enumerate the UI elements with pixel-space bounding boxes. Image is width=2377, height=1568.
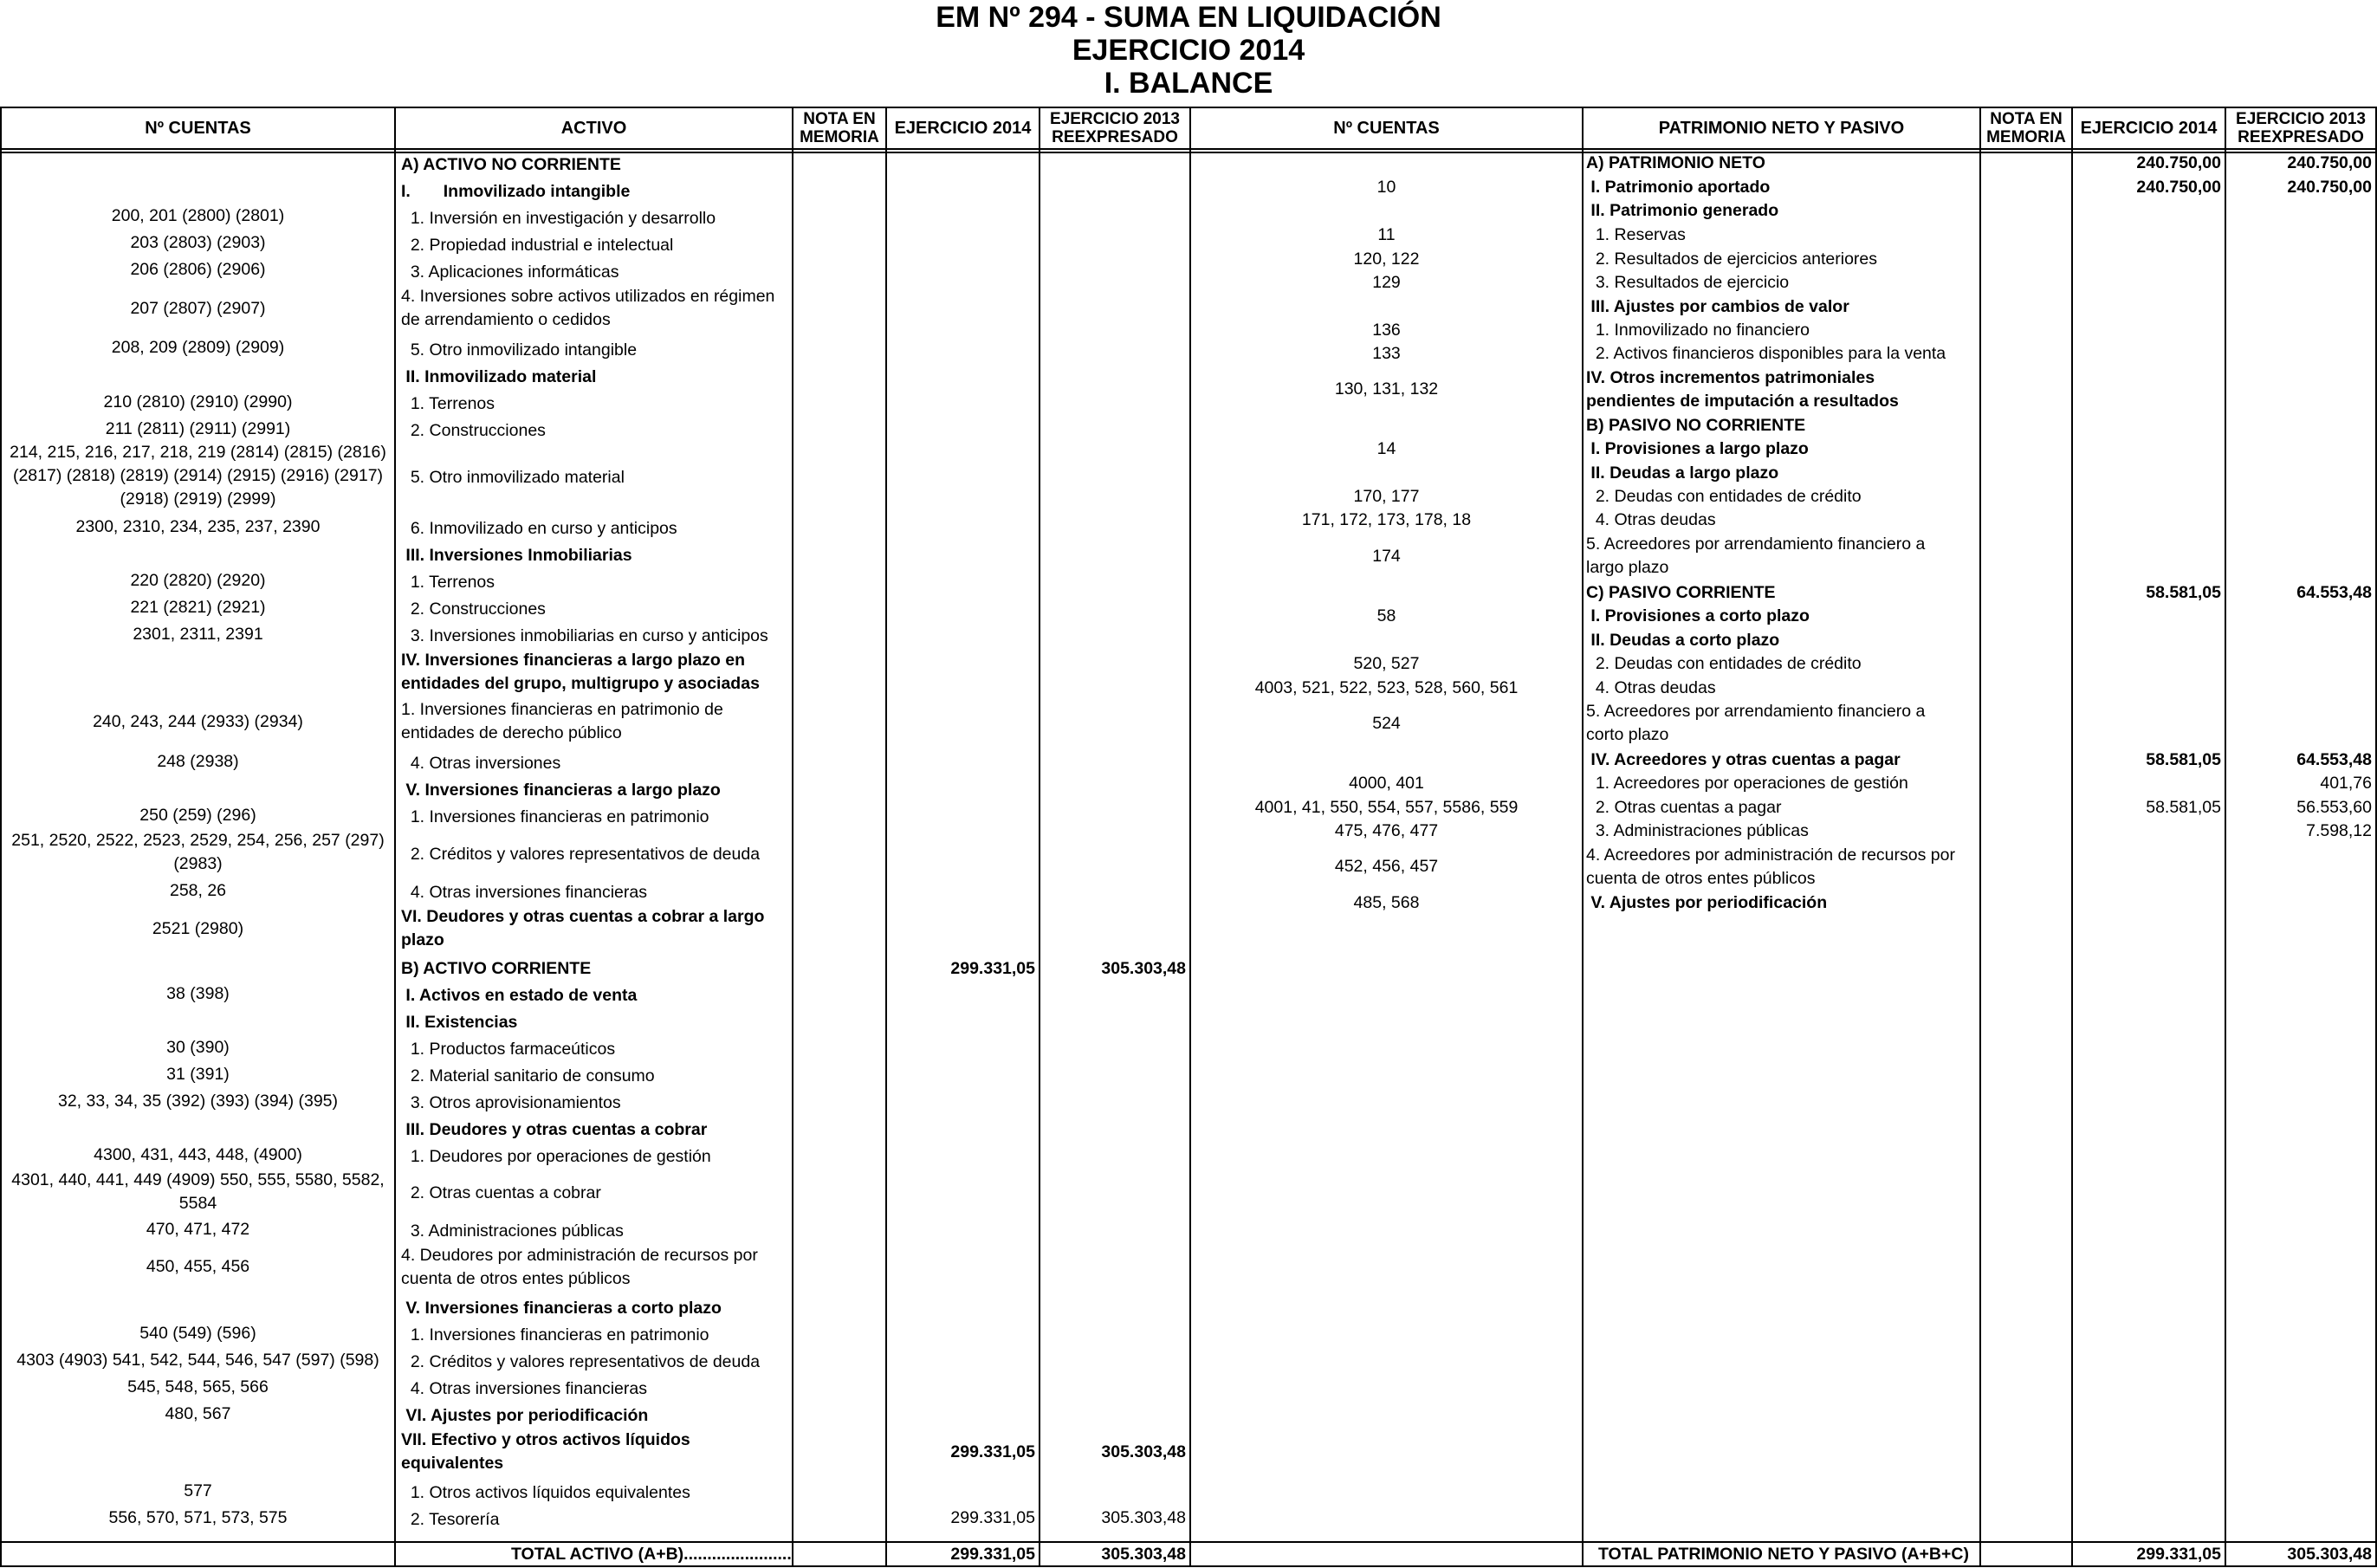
pasivo-label: 4. Otras deudas [1586,678,1716,697]
total-pasivo-ejercicio-2013: 305.303,48 [2287,1545,2372,1564]
pasivo-ejercicio-2013: 56.553,60 [2296,798,2372,817]
pasivo-ejercicio-2014: 58.581,05 [2146,750,2221,769]
pasivo-label: III. Ajustes por cambios de valor [1586,297,1849,316]
activo-label: 4. Inversiones sobre activos utilizados en régimen de arrendamiento o cedidos [401,287,775,329]
activo-cuentas: 4301, 440, 441, 449 (4909) 550, 555, 5580, 5582, 5584 [11,1170,385,1213]
activo-ejercicio-2013: 305.303,48 [1101,1508,1186,1527]
pasivo-cuentas: 485, 568 [1353,893,1420,912]
activo-cuentas: 577 [184,1481,212,1500]
pasivo-cuentas: 4000, 401 [1349,774,1424,793]
header-divider [0,148,2377,150]
activo-cuentas: 250 (259) (296) [139,806,256,825]
activo-label: 6. Inmovilizado en curso y anticipos [401,519,677,538]
activo-cuentas: 540 (549) (596) [139,1324,256,1343]
activo-label: III. Inversiones Inmobiliarias [401,546,632,565]
activo-cuentas: 32, 33, 34, 35 (392) (393) (394) (395) [57,1092,339,1111]
pasivo-label: I. Provisiones a corto plazo [1586,606,1810,625]
activo-ejercicio-2014: 299.331,05 [950,1508,1035,1527]
activo-label: III. Deudores y otras cuentas a cobrar [401,1120,708,1139]
pasivo-cuentas: 130, 131, 132 [1334,379,1439,398]
activo-label: 2. Material sanitario de consumo [401,1066,655,1085]
pasivo-cuentas: 11 [1377,225,1396,244]
activo-label: V. Inversiones financieras a corto plazo [401,1299,722,1318]
activo-cuentas: 30 (390) [166,1038,230,1057]
activo-cuentas: 2521 (2980) [152,919,244,938]
header-nota-right: NOTA EN MEMORIA [1986,110,2066,146]
activo-label: 1. Terrenos [401,394,495,413]
pasivo-label: II. Patrimonio generado [1586,201,1779,220]
activo-label: I. Inmovilizado intangible [401,182,631,201]
header-ejercicio-2014-left: EJERCICIO 2014 [894,118,1032,138]
total-activo-ejercicio-2014: 299.331,05 [950,1545,1035,1564]
pasivo-cuentas: 136 [1372,321,1401,340]
activo-cuentas: 251, 2520, 2522, 2523, 2529, 254, 256, 257 (297) (2983) [11,831,385,873]
pasivo-ejercicio-2013: 240.750,00 [2287,153,2372,172]
activo-cuentas: 38 (398) [166,984,230,1003]
pasivo-label: C) PASIVO CORRIENTE [1586,583,1776,602]
pasivo-cuentas: 174 [1372,547,1401,566]
activo-label: V. Inversiones financieras a largo plazo [401,781,721,800]
pasivo-ejercicio-2013: 64.553,48 [2296,583,2372,602]
activo-label: VI. Deudores y otras cuentas a cobrar a largo plazo [401,907,765,949]
activo-label: 3. Administraciones públicas [401,1221,624,1241]
pasivo-ejercicio-2013: 7.598,12 [2306,821,2372,840]
total-activo-ejercicio-2013: 305.303,48 [1101,1545,1186,1564]
activo-cuentas: 208, 209 (2809) (2909) [111,338,285,357]
pasivo-label: 5. Acreedores por arrendamiento financiero a largo plazo [1586,535,1926,577]
activo-ejercicio-2013: 305.303,48 [1101,959,1186,978]
activo-label: 3. Inversiones inmobiliarias en curso y anticipos [401,626,768,645]
activo-cuentas: 220 (2820) (2920) [130,571,266,590]
pasivo-ejercicio-2014: 58.581,05 [2146,583,2221,602]
activo-label: VI. Ajustes por periodificación [401,1406,649,1425]
total-pasivo-label: TOTAL PATRIMONIO NETO Y PASIVO (A+B+C) [1598,1545,1969,1564]
pasivo-ejercicio-2014: 58.581,05 [2146,798,2221,817]
column-divider [885,107,887,1567]
header-ejercicio-2013-right: EJERCICIO 2013 REEXPRESADO [2236,110,2366,146]
activo-cuentas: 4303 (4903) 541, 542, 544, 546, 547 (597) (598) [16,1351,379,1370]
header-divider-double [0,152,2377,153]
pasivo-label: 3. Resultados de ejercicio [1586,273,1790,292]
totals-divider [0,1541,2377,1543]
activo-ejercicio-2014: 299.331,05 [950,1442,1035,1461]
pasivo-label: A) PATRIMONIO NETO [1586,153,1765,172]
pasivo-label: II. Deudas a corto plazo [1586,631,1780,650]
pasivo-cuentas: 14 [1376,439,1396,458]
activo-cuentas: 206 (2806) (2906) [130,260,266,279]
pasivo-cuentas: 133 [1372,344,1401,363]
total-pasivo-ejercicio-2014: 299.331,05 [2136,1545,2221,1564]
activo-cuentas: 556, 570, 571, 573, 575 [108,1508,288,1527]
activo-label: A) ACTIVO NO CORRIENTE [401,155,621,174]
pasivo-cuentas: 120, 122 [1353,249,1420,269]
pasivo-cuentas: 524 [1372,714,1401,733]
activo-label: 1. Inversión en investigación y desarrollo [401,209,716,228]
balance-sheet-table [0,107,2377,1568]
header-cuentas-left: Nº CUENTAS [145,118,251,138]
activo-label: 2. Créditos y valores representativos de deuda [401,845,761,864]
activo-label: 3. Otros aprovisionamientos [401,1093,621,1112]
activo-cuentas: 2300, 2310, 234, 235, 237, 2390 [75,517,321,536]
pasivo-cuentas: 10 [1376,178,1396,197]
activo-cuentas: 450, 455, 456 [146,1257,250,1276]
activo-label: 2. Créditos y valores representativos de deuda [401,1352,761,1371]
activo-label: 1. Inversiones financieras en patrimonio de entidades de derecho público [401,700,723,742]
activo-label: II. Inmovilizado material [401,367,597,386]
activo-cuentas: 470, 471, 472 [146,1220,250,1239]
activo-cuentas: 221 (2821) (2921) [130,598,266,617]
pasivo-label: 1. Inmovilizado no financiero [1586,321,1810,340]
report-title: EM Nº 294 - SUMA EN LIQUIDACIÓN [936,1,1441,34]
activo-label: 5. Otro inmovilizado intangible [401,340,638,360]
column-divider [1582,107,1584,1567]
activo-label: 3. Aplicaciones informáticas [401,262,619,282]
header-activo: ACTIVO [560,118,627,138]
activo-label: 1. Inversiones financieras en patrimonio [401,1325,709,1344]
activo-cuentas: 200, 201 (2800) (2801) [111,206,285,225]
activo-label: 1. Productos farmaceúticos [401,1040,616,1059]
activo-label: 4. Otras inversiones [401,754,561,773]
pasivo-cuentas: 452, 456, 457 [1334,857,1439,876]
activo-cuentas: 545, 548, 565, 566 [127,1377,269,1396]
header-nota-left: NOTA EN MEMORIA [800,110,879,146]
pasivo-cuentas: 520, 527 [1353,654,1420,673]
activo-label: II. Existencias [401,1013,518,1032]
pasivo-ejercicio-2013: 401,76 [2320,774,2372,793]
header-ejercicio-2014-right: EJERCICIO 2014 [2080,118,2218,138]
pasivo-label: 2. Otras cuentas a pagar [1586,798,1782,817]
pasivo-label: B) PASIVO NO CORRIENTE [1586,416,1806,435]
pasivo-cuentas: 4001, 41, 550, 554, 557, 5586, 559 [1254,798,1519,817]
pasivo-ejercicio-2013: 240.750,00 [2287,178,2372,197]
activo-label: 2. Construcciones [401,421,546,440]
pasivo-label: 2. Resultados de ejercicios anteriores [1586,249,1878,269]
pasivo-label: 4. Acreedores por administración de recursos por cuenta de otros entes públicos [1586,846,1955,888]
header-ejercicio-2013-left: EJERCICIO 2013 REEXPRESADO [1050,110,1180,146]
activo-cuentas: 210 (2810) (2910) (2990) [103,392,293,411]
activo-cuentas: 203 (2803) (2903) [130,233,266,252]
column-divider [2071,107,2073,1567]
activo-label: 1. Terrenos [401,573,495,592]
pasivo-label: 2. Deudas con entidades de crédito [1586,654,1862,673]
activo-cuentas: 207 (2807) (2907) [130,299,266,318]
activo-label: I. Activos en estado de venta [401,986,638,1005]
activo-cuentas: 240, 243, 244 (2933) (2934) [93,712,303,731]
pasivo-cuentas: 129 [1372,273,1401,292]
report-section: I. BALANCE [1104,67,1273,100]
activo-label: 2. Propiedad industrial e intelectual [401,236,674,255]
activo-cuentas: 31 (391) [166,1065,230,1084]
activo-label: 2. Tesorería [401,1510,500,1529]
activo-label: 4. Deudores por administración de recursos por cuenta de otros entes públicos [401,1246,758,1288]
activo-label: 5. Otro inmovilizado material [401,468,625,487]
pasivo-cuentas: 58 [1376,606,1396,625]
activo-label: VII. Efectivo y otros activos líquidos equivalentes [401,1430,690,1473]
report-fiscal-year: EJERCICIO 2014 [1072,34,1305,67]
activo-ejercicio-2013: 305.303,48 [1101,1442,1186,1461]
activo-cuentas: 258, 26 [169,881,227,900]
activo-cuentas: 248 (2938) [157,752,239,771]
activo-cuentas: 2301, 2311, 2391 [133,625,263,644]
activo-label: 1. Deudores por operaciones de gestión [401,1147,711,1166]
activo-label: 2. Otras cuentas a cobrar [401,1183,601,1202]
pasivo-label: V. Ajustes por periodificación [1586,893,1828,912]
activo-label: 1. Otros activos líquidos equivalentes [401,1483,690,1502]
column-divider [394,107,396,1567]
activo-label: 4. Otras inversiones financieras [401,1379,647,1398]
activo-cuentas: 211 (2811) (2911) (2991) [105,419,291,438]
pasivo-cuentas: 170, 177 [1353,487,1420,506]
pasivo-label: I. Provisiones a largo plazo [1586,439,1809,458]
activo-ejercicio-2014: 299.331,05 [950,959,1035,978]
pasivo-label: I. Patrimonio aportado [1586,178,1771,197]
activo-cuentas: 480, 567 [165,1404,231,1423]
pasivo-label: 1. Reservas [1586,225,1686,244]
activo-label: IV. Inversiones financieras a largo plazo en entidades del grupo, multigrupo y asociadas [401,651,760,693]
column-divider [792,107,793,1567]
pasivo-cuentas: 475, 476, 477 [1334,821,1439,840]
activo-label: 4. Otras inversiones financieras [401,883,647,902]
pasivo-label: 5. Acreedores por arrendamiento financiero a corto plazo [1586,702,1926,744]
activo-label: 2. Construcciones [401,599,546,619]
header-pasivo: PATRIMONIO NETO Y PASIVO [1658,118,1905,138]
pasivo-ejercicio-2014: 240.750,00 [2136,153,2221,172]
pasivo-label: 2. Activos financieros disponibles para la venta [1586,344,1946,363]
column-divider [1979,107,1981,1567]
activo-cuentas: 214, 215, 216, 217, 218, 219 (2814) (2815) (2816) (2817) (2818) (2819) (2914) (2915) (2916) (2917) (2918) (2919) (2999) [10,443,386,509]
activo-label: 1. Inversiones financieras en patrimonio [401,807,709,826]
pasivo-label: II. Deudas a largo plazo [1586,463,1779,483]
pasivo-label: 4. Otras deudas [1586,510,1716,529]
activo-label: B) ACTIVO CORRIENTE [401,959,592,978]
pasivo-label: 1. Acreedores por operaciones de gestión [1586,774,1908,793]
pasivo-label: 2. Deudas con entidades de crédito [1586,487,1862,506]
column-divider [1039,107,1040,1567]
total-activo-label: TOTAL ACTIVO (A+B)....................... [511,1545,792,1564]
pasivo-label: IV. Acreedores y otras cuentas a pagar [1586,750,1901,769]
activo-cuentas: 4300, 431, 443, 448, (4900) [94,1145,302,1164]
pasivo-label: IV. Otros incrementos patrimoniales pendientes de imputación a resultados [1586,368,1899,411]
pasivo-ejercicio-2014: 240.750,00 [2136,178,2221,197]
pasivo-ejercicio-2013: 64.553,48 [2296,750,2372,769]
pasivo-label: 3. Administraciones públicas [1586,821,1809,840]
pasivo-cuentas: 4003, 521, 522, 523, 528, 560, 561 [1254,678,1519,697]
header-cuentas-right: Nº CUENTAS [1333,118,1440,138]
pasivo-cuentas: 171, 172, 173, 178, 18 [1301,510,1472,529]
